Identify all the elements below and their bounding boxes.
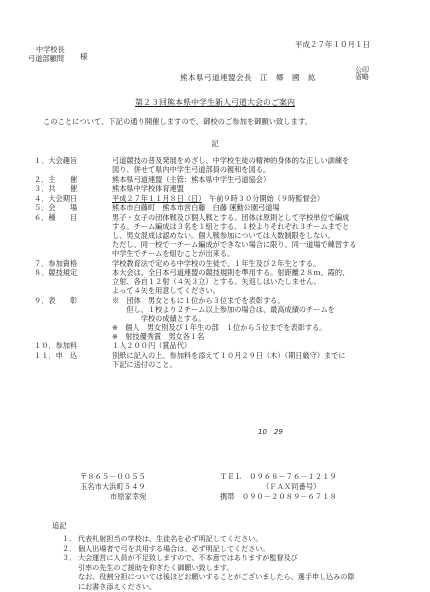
list-item [34,184,414,193]
postal-code: 〒８６５－００５５ [80,472,146,481]
recipient-honorific: 様 [80,52,88,61]
item-text: 熊本県弓道連盟（主管：熊本県中学生弓道協会） [112,174,271,184]
item-text: 熊本県中学校体育連盟 [112,184,184,194]
addressee-name: 市原家幸宛 [110,491,147,501]
item-text: 別紙に記入の上、参加料を添えて１０月２９日（木）（期日厳守）までに 下記に送付のこと。 [112,350,346,369]
list-item [34,175,414,184]
note-number: １． [62,534,77,543]
title-text: 第２３回熊本県中学生新人弓道大会のご案内 [135,98,295,107]
mobile-phone: 携帯 ０９０－２０８９－６７１８ [220,491,337,501]
list-item [62,544,412,554]
street-address: 玉名市大浜町５４９ [80,481,146,491]
fax-note: （ＦＡＸ同番号） [262,481,321,491]
recipient-advisor: 弓道部顧問 [28,53,64,63]
item-number: ６．種 目 [34,212,78,222]
handwritten-deadline: 10 29 [258,428,283,436]
list-item [34,268,414,295]
list-item [34,341,414,350]
notes-heading: 追記 [52,521,67,530]
item-text: 弓道競技の普及発展をめざし、中学校生徒の精神的身体的な正しい訓練を 図り、併せて県内中学生弓道部員の親和を図る。 [112,156,350,174]
ki-heading: 記 [211,139,219,148]
document-title [0,98,430,108]
address-row [80,492,380,502]
item-number: ９．表 彰 [34,295,78,305]
seal-line-1: 公印 [355,66,369,74]
item-number: ２．主 催 [34,174,78,184]
item-number: ５．会 場 [34,203,78,213]
address-row [80,482,380,492]
list-item [62,553,412,591]
item-number: ４．大会期日 [34,193,78,203]
item-text: 男子・女子の団体戦及び個人戦とする。団体は原則として学校単位で編成 する。チーム編成は３名を１組とする。１校よりそれぞれ３チームまでと し、男女混成は認めない。個人戦参加については人数制限をしない。 ただし、同一校で一チーム編成ができない場合に限り、同一道場で練習する 中学生でチームを組むことが出来る。 [112,212,357,258]
item-text: 平成２７年１１月８日（日） 午前９時３０分開始（９時監督会） [112,193,325,203]
item-number: １．大会趣旨 [34,156,78,165]
address-row [80,472,380,482]
item-number: ８．競技規定 [34,268,78,278]
list-item [34,194,414,203]
item-text: １人２００円（賞品代） [112,341,192,351]
seal-omitted [355,67,369,82]
issue-date: 平成２７年１０月１日 [295,40,370,49]
item-number: ７．参加資格 [34,258,78,268]
list-item [34,351,414,369]
seal-line-2: 省略 [355,73,369,82]
event-date-underlined: 平成２７年１１月８日（日） [112,193,202,203]
note-text: 代表札射担当の学校は、生徒名を必ず明記してください。 [78,534,263,543]
note-number: ３． [62,553,77,563]
note-text: 大会運営に人員が不足致しますので、不本意ではありますが監督及び 引率の先生のご援助を仰ぎたく御願い致します。 なお、役割分担については後ほどお願いすることがございましたら、選手申し込みの際 にお書き添えください。 [78,553,355,591]
item-number: １１．申 込 [34,350,78,360]
item-number: ３．共 催 [34,184,78,194]
list-item [34,259,414,268]
intro-text: このことについて、下記の通り開催しますので、御校のご参加を御願い致します。 [43,117,312,126]
item-text: 学校教育法で定める中学校の生徒で、１年生及び２年生とする。 [112,258,321,268]
telephone: ＴＥＬ ０９６８－７６－１２１９ [220,472,337,481]
recipient-principal: 中学校長 [36,45,65,54]
address-block [80,472,380,502]
list-item [34,203,414,212]
recipient [28,46,65,63]
items-list [34,156,414,370]
list-item [34,213,414,258]
item-text: 本大会は、全日本弓道連盟の競技規則を準用する。射距離２８ｍ、霞的、 立射、各自１２射（４矢３立）とする。矢返しはいたしません。 よって４矢を用意してください。 [112,268,350,296]
item-text: ※ 団体 男女ともに１位から３位までを表彰する。 但し、１校より２チーム以上参加の場合は、最高成績のチームを 学校の成績とする。 ※ 個人 男女別及び１年生の部 １位から５位までを表彰する。 ※ 射技優秀賞 男女各１名 [112,295,335,341]
note-text: 個人出場者で弓を共用する場合は、必ず明記してください。 [78,543,270,553]
sender-name: 熊本県弓道連盟会長 江 郷 國 紘 [180,73,316,82]
list-item [62,534,412,544]
note-number: ２． [62,543,77,553]
notes-list [62,534,412,591]
list-item [34,156,414,174]
item-number: １０．参加料 [34,341,78,351]
item-text: 熊本市白藤町 熊本市営白藤 白藤 運動公園弓道場 [112,203,280,213]
list-item [34,296,414,341]
